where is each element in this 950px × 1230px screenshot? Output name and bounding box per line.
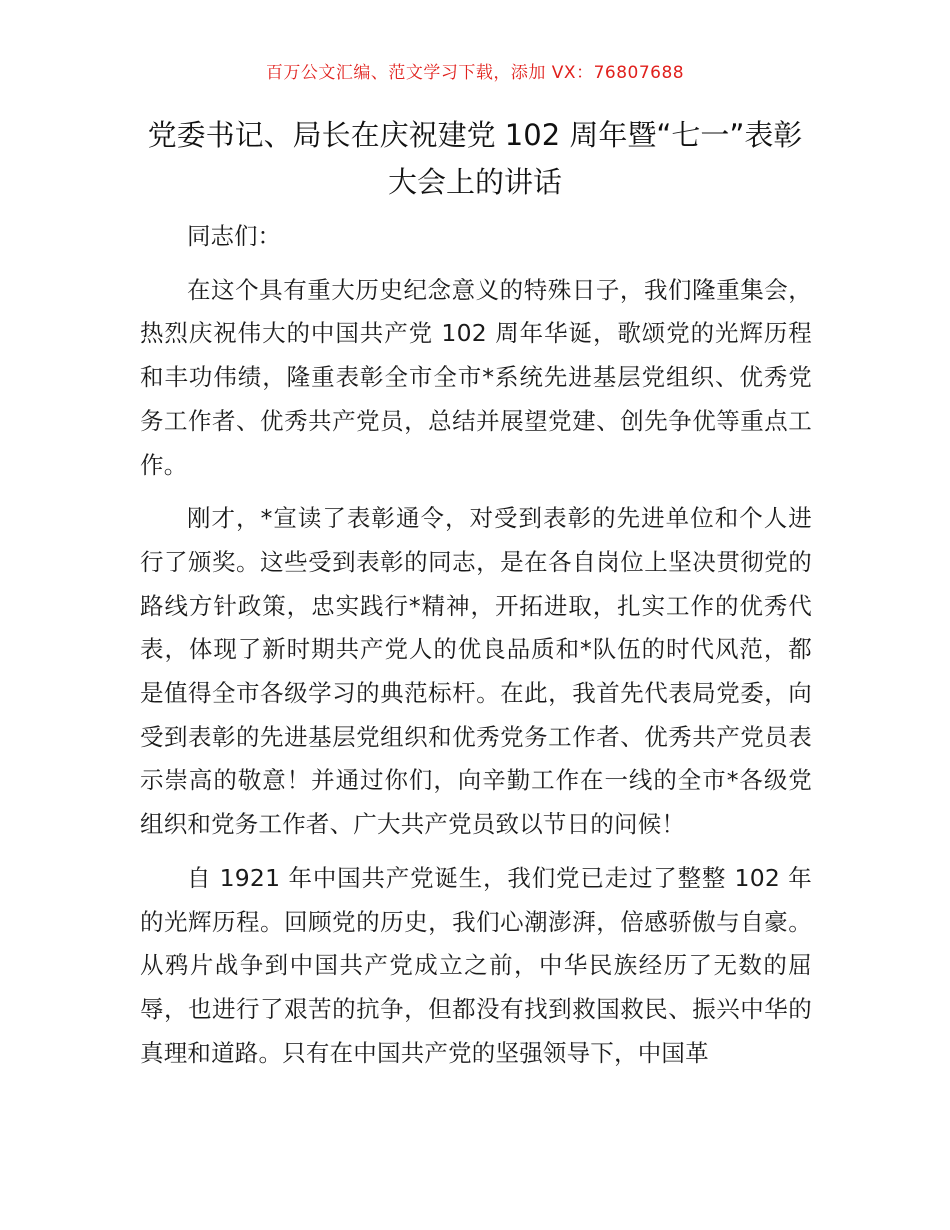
paragraph-3: 自 1921 年中国共产党诞生，我们党已走过了整整 102 年的光辉历程。回顾党的历史，我们心潮澎湃，倍感骄傲与自豪。从鸦片战争到中国共产党成立之前，中华民族经历了无数的屈辱，也进行了艰苦的抗争，但都没有找到救国救民、振兴中华的真理和道路。只有在中国共产党的坚强领导下，中国革 [140, 863, 812, 1067]
header-note: 百万公文汇编、范文学习下载，添加 VX：76807688 [265, 63, 685, 83]
paragraph-1: 在这个具有重大历史纪念意义的特殊日子，我们隆重集会，热烈庆祝伟大的中国共产党 102 周年华诞，歌颂党的光辉历程和丰功伟绩，隆重表彰全市全市*系统先进基层党组织、优秀党务工作者、优秀共产党员，总结并展望党建、创先争优等重点工作。 [140, 275, 812, 479]
paragraph-2: 刚才，*宣读了表彰通令，对受到表彰的先进单位和个人进行了颁奖。这些受到表彰的同志，是在各自岗位上坚决贯彻党的路线方针政策，忠实践行*精神，开拓进取，扎实工作的优秀代表，体现了新时期共产党人的优良品质和*队伍的时代风范，都是值得全市各级学习的典范标杆。在此，我首先代表局党委，向受到表彰的先进基层党组织和优秀党务工作者、优秀共产党员表示崇高的敬意！并通过你们，向辛勤工作在一线的全市*各级党组织和党务工作者、广大共产党员致以节日的问候！ [140, 504, 812, 839]
document-title: 党委书记、局长在庆祝建党 102 周年暨“七一”表彰大会上的讲话 [147, 118, 803, 199]
document-body [140, 215, 812, 1085]
salutation: 同志们： [187, 222, 281, 250]
